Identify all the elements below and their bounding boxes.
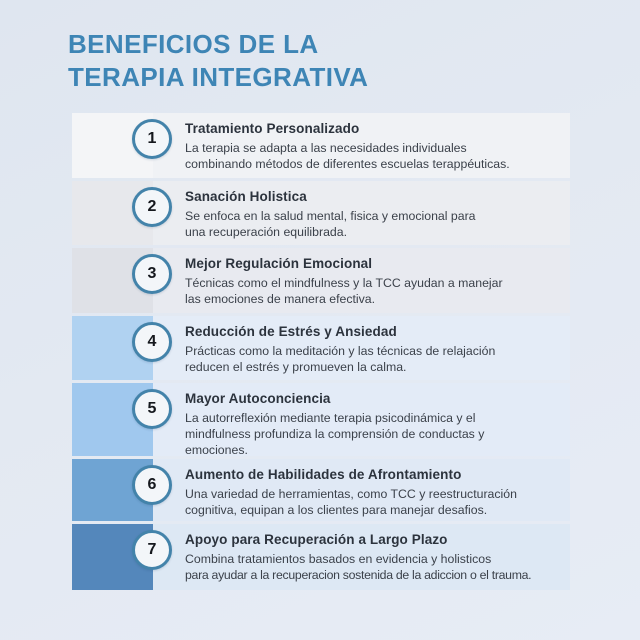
item-title: Aumento de Habilidades de Afrontamiento — [185, 467, 462, 482]
page-title-line-2: TERAPIA INTEGRATIVA — [68, 62, 369, 92]
description-line: La autorreflexión mediante terapia psicodinámica y el — [185, 411, 476, 425]
benefit-row — [72, 248, 570, 313]
item-description — [185, 551, 560, 583]
page-title-line-1: BENEFICIOS DE LA — [68, 29, 319, 59]
step-number: 5 — [147, 400, 157, 417]
item-description — [185, 275, 560, 307]
item-description — [185, 140, 560, 172]
benefit-row — [72, 524, 570, 590]
benefit-row — [72, 113, 570, 178]
description-line: Una variedad de herramientas, como TCC y reestructuración — [185, 487, 517, 501]
description-line: La terapia se adapta a las necesidades individuales — [185, 141, 467, 155]
benefit-row — [72, 316, 570, 380]
description-line: emociones. — [185, 443, 248, 457]
page-title — [68, 28, 368, 94]
step-number-badge — [132, 254, 172, 294]
row-content — [153, 248, 570, 313]
step-number-badge — [132, 322, 172, 362]
row-content — [153, 113, 570, 178]
item-title: Reducción de Estrés y Ansiedad — [185, 324, 397, 339]
step-number-badge — [132, 187, 172, 227]
benefits-list — [72, 113, 570, 593]
row-content — [153, 459, 570, 521]
step-number-badge — [132, 465, 172, 505]
row-content — [153, 316, 570, 380]
description-line: para ayudar a la recuperacion sostenida de la adiccion o el trauma. — [185, 568, 532, 582]
description-line: reducen el estrés y promueven la calma. — [185, 360, 407, 374]
benefit-row — [72, 383, 570, 456]
description-line: Técnicas como el mindfulness y la TCC ayudan a manejar — [185, 276, 503, 290]
step-number-badge — [132, 530, 172, 570]
step-number: 7 — [147, 541, 157, 558]
step-number-badge — [132, 119, 172, 159]
item-description — [185, 343, 560, 375]
description-line: combinando métodos de diferentes escuelas terappéuticas. — [185, 157, 510, 171]
row-content — [153, 524, 570, 590]
item-title: Tratamiento Personalizado — [185, 121, 360, 136]
step-number: 6 — [147, 476, 157, 493]
description-line: cognitiva, equipan a los clientes para manejar desafios. — [185, 503, 488, 517]
item-title: Sanación Holistica — [185, 189, 307, 204]
item-title: Apoyo para Recuperación a Largo Plazo — [185, 532, 448, 547]
benefit-row — [72, 459, 570, 521]
description-line: una recuperación equilibrada. — [185, 225, 348, 239]
item-title: Mayor Autoconciencia — [185, 391, 331, 406]
item-description — [185, 486, 560, 518]
description-line: Prácticas como la meditación y las técnicas de relajación — [185, 344, 496, 358]
row-content — [153, 383, 570, 456]
step-number: 3 — [147, 265, 157, 282]
item-description — [185, 208, 560, 240]
row-content — [153, 181, 570, 245]
description-line: las emociones de manera efectiva. — [185, 292, 376, 306]
description-line: Se enfoca en la salud mental, fisica y emocional para — [185, 209, 476, 223]
step-number: 1 — [147, 130, 157, 147]
step-number-badge — [132, 389, 172, 429]
description-line: Combina tratamientos basados en evidencia y holisticos — [185, 552, 492, 566]
step-number: 4 — [147, 333, 157, 350]
item-description — [185, 410, 560, 458]
item-title: Mejor Regulación Emocional — [185, 256, 373, 271]
description-line: mindfulness profundiza la comprensión de conductas y — [185, 427, 485, 441]
step-number: 2 — [147, 198, 157, 215]
benefit-row — [72, 181, 570, 245]
